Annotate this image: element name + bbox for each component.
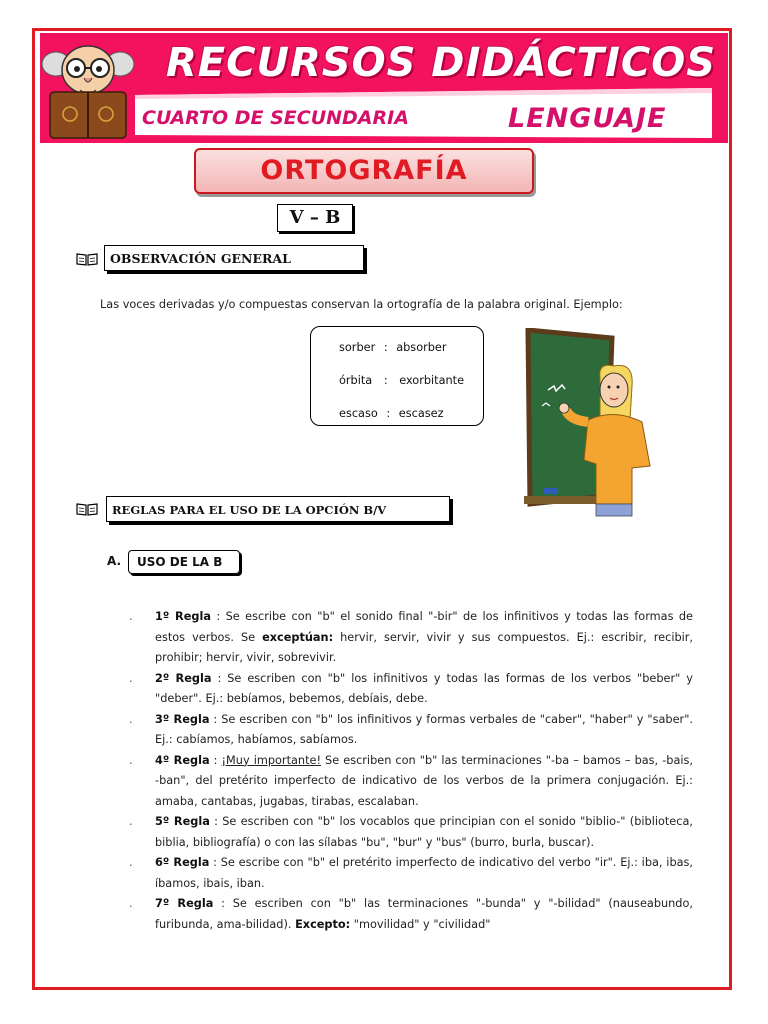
rules-list [129,607,694,935]
list-item [129,853,694,894]
example-separator: : [386,407,391,420]
rule-text: Se escriben con "b" los infinitivos y formas verbales de "caber", "haber" y "saber". Ej.: cabíamos, habíamos, sabíamos. [155,712,693,746]
list-item [129,669,693,710]
example-base: órbita [339,374,373,387]
rule-text: Se escribe con "b" el sonido final "-bir" de los infinitivos y todas las formas de estos verbos. Se [155,610,694,644]
rule-bold: exceptúan: [262,630,334,644]
example-base: escaso [339,407,378,420]
rule-label: 2º Regla [155,671,212,685]
rule-bold: Excepto: [295,917,351,931]
rule-separator: : [209,712,222,726]
subsection-marker: A. [107,554,122,568]
rule-text: Se escribe con "b" el pretérito imperfecto de indicativo del verbo "ir". Ej.: iba, ibas, íbamos, ibais, iban. [155,856,694,890]
subject-label: LENGUAJE [508,103,667,134]
bullet: . [129,671,133,685]
teacher-chalkboard-icon [500,328,662,518]
list-item [129,751,693,813]
bullet: . [129,815,133,828]
example-row [339,407,444,420]
example-base: sorber [339,341,376,354]
example-separator: : [383,341,388,354]
rule-separator: : [209,856,221,869]
list-item [129,812,693,853]
rule-label: 5º Regla [155,815,210,828]
rule-separator: : [211,671,228,685]
rule-label: 7º Regla [155,897,214,910]
rule-emphasis: ¡Muy importante! [221,753,321,767]
subsection-uso-de-la-b: USO DE LA B [128,550,240,574]
bullet: . [129,610,133,623]
section-reglas-bv: REGLAS PARA EL USO DE LA OPCIÓN B/V [106,496,450,522]
rule-separator: : [213,897,233,910]
bullet: . [129,856,133,869]
rule-text: Se escriben con "b" los infinitivos y todas las formas de los verbos "beber" y "deber". Ej.: bebíamos, bebemos, debíais, debe. [155,671,693,705]
rule-text-end: hervir, servir, vivir y sus compuestos. Ej.: escribir, recibir, prohibir; hervir, vivir, sobrevivir. [155,630,693,664]
rule-text: Se escriben con "b" las terminaciones "-bunda" y "-bilidad" (nauseabundo, furibunda, ama-bilidad). [155,897,693,931]
banner-title: RECURSOS DIDÁCTICOS [166,40,717,86]
section-observacion-general: OBSERVACIÓN GENERAL [104,245,364,271]
example-row [339,341,447,354]
rule-text-end: "movilidad" y "civilidad" [350,917,491,931]
grade-label: CUARTO DE SECUNDARIA [142,107,409,129]
rule-separator: : [210,610,226,623]
professor-owl-icon [38,34,138,142]
rule-label: 3º Regla [155,712,210,726]
example-row [339,374,464,387]
rule-label: 6º Regla [155,856,210,869]
example-separator: : [383,374,388,387]
bullet: . [129,897,133,910]
rule-label: 1º Regla [155,610,211,623]
bullet: . [129,753,133,767]
open-book-icon [76,502,98,516]
example-derived: exorbitante [399,374,465,387]
rule-text: Se escriben con "b" las terminaciones "-ba – bamos – bas, -bais, -ban", del pretérito imperfecto de indicativo de los verbos de la primera conjugación. Ej.: amaba, cantabas, jugabas, tirabas, escalaban. [155,753,693,808]
list-item [129,607,694,669]
list-item [129,894,693,935]
example-derived: absorber [396,341,447,354]
rule-separator: : [209,753,222,767]
examples-box [310,326,484,426]
bullet: . [129,712,133,726]
topic-title: ORTOGRAFÍA [194,148,534,194]
example-derived: escasez [398,407,444,420]
intro-text: Las voces derivadas y/o compuestas conservan la ortografía de la palabra original. Ejemplo: [100,298,623,311]
open-book-icon [76,252,98,266]
rule-text: Se escriben con "b" los vocablos que principian con el sonido "biblio-" (biblioteca, biblia, bibliografía) o con las sílabas "bu", "bur" y "bus" (burro, burla, buscar). [155,815,693,849]
rule-separator: : [209,815,223,828]
subtopic-title: V – B [277,204,353,232]
list-item [129,710,693,751]
rule-label: 4º Regla [155,753,210,767]
